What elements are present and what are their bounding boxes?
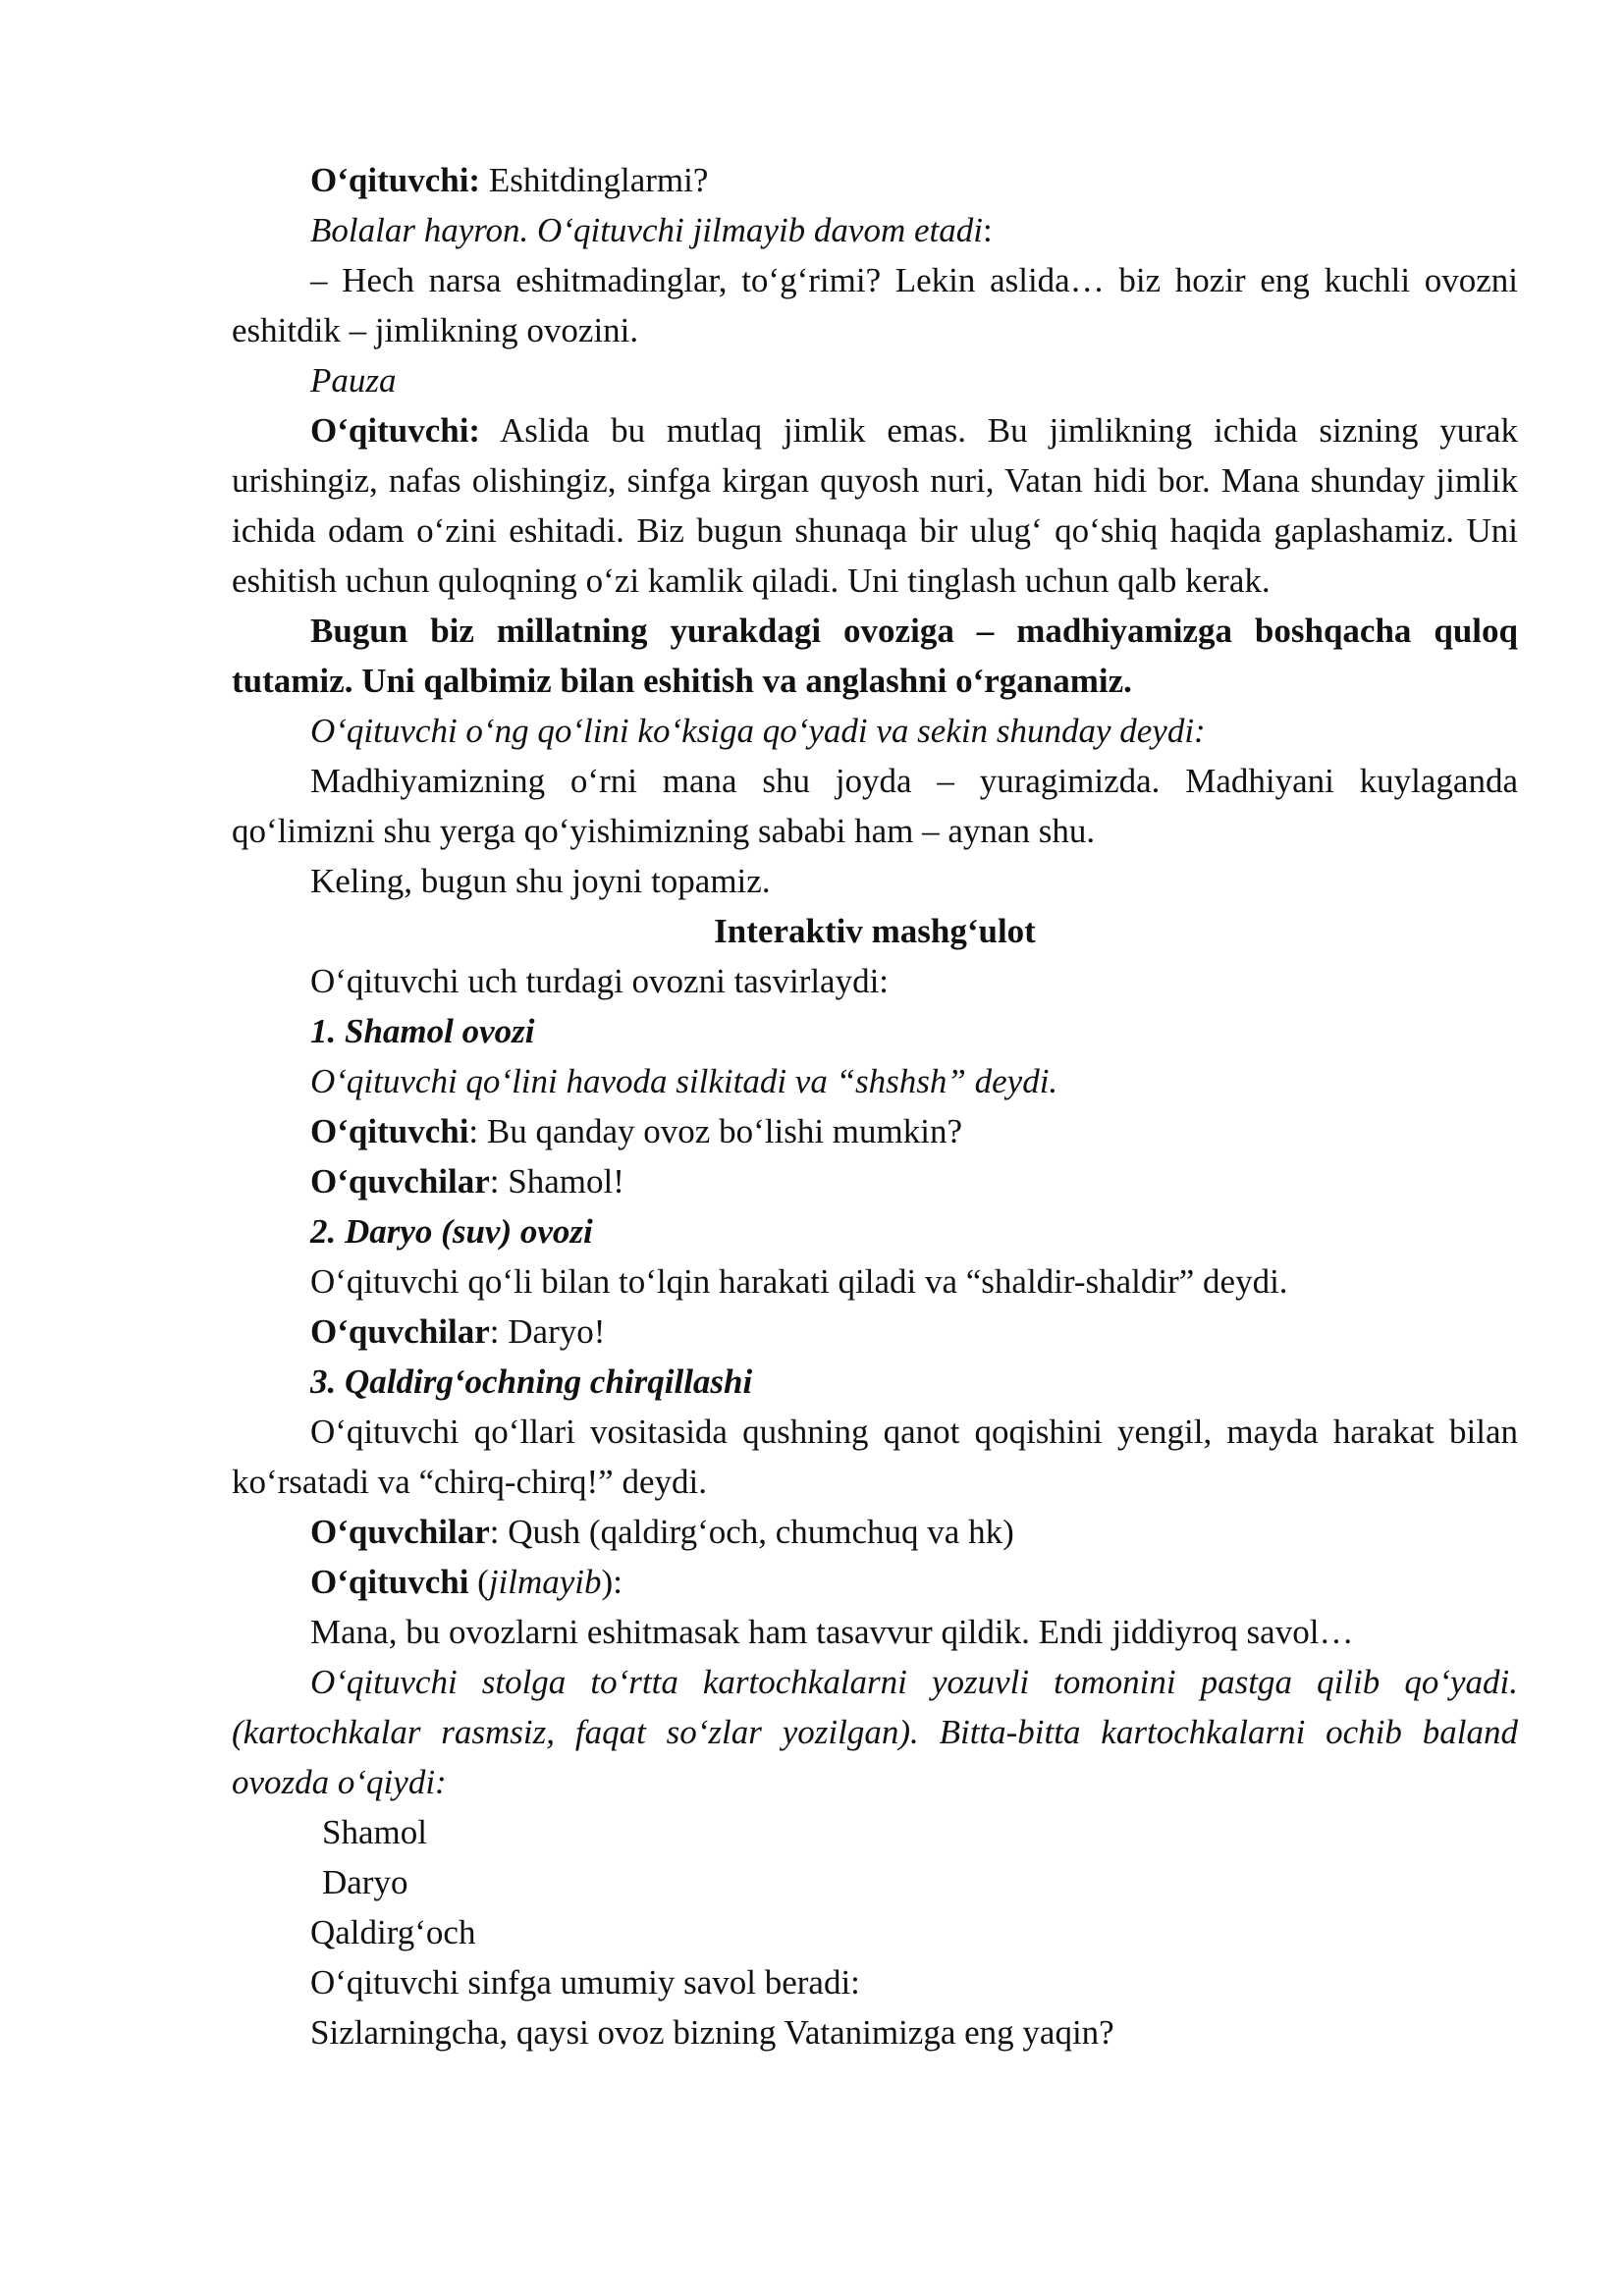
paren-open: (: [468, 1563, 489, 1601]
key-statement: Bugun biz millatning yurakdagi ovoziga – madhiyamizga boshqacha quloq tutamiz. Uni qalbimiz bilan eshitish va anglashni o‘rganamiz.: [232, 612, 1518, 700]
dialogue-line: [232, 1106, 1518, 1156]
card-word: Daryo: [322, 1863, 408, 1901]
body-line: O‘qituvchi sinfga umumiy savol beradi:: [310, 1963, 860, 2002]
dialogue-line: [232, 1156, 1518, 1206]
speaker-label: O‘quvchilar: [310, 1162, 490, 1201]
dialogue-paragraph: [232, 405, 1518, 606]
section-heading: Interaktiv mashg‘ulot: [714, 912, 1036, 950]
stage-direction: [232, 205, 1518, 255]
speaker-label: O‘qituvchi:: [310, 161, 481, 199]
stage-direction: O‘qituvchi o‘ng qo‘lini ko‘ksiga qo‘yadi va sekin shunday deydi:: [310, 712, 1206, 750]
dialogue-paragraph: Madhiyamizning o‘rni mana shu joyda – yuragimizda. Madhiyani kuylaganda qo‘limizni shu yerga qo‘yishimizning sababi ham – aynan shu.: [232, 762, 1518, 850]
stage-direction: O‘qituvchi qo‘lini havoda silkitadi va “shshsh” deydi.: [310, 1062, 1058, 1100]
list-item-heading: 2. Daryo (suv) ovozi: [310, 1212, 593, 1251]
speaker-label: O‘qituvchi: [310, 1112, 469, 1150]
card-word: Qaldirg‘och: [310, 1913, 476, 1951]
dialogue-text: : Bu qanday ovoz bo‘lishi mumkin?: [468, 1112, 962, 1150]
dialogue-text: : Qush (qaldirg‘och, chumchuq va hk): [489, 1513, 1014, 1551]
stage-direction: O‘qituvchi stolga to‘rtta kartochkalarni yozuvli tomonini pastga qilib qo‘yadi. (kartochkalar rasmsiz, faqat so‘zlar yozilgan). Bitta-bitta kartochkalarni ochib baland ovozda o‘qiydi:: [232, 1663, 1518, 1801]
body-paragraph: O‘qituvchi qo‘llari vositasida qushning qanot qoqishini yengil, mayda harakat bilan ko‘rsatadi va “chirq-chirq!” deydi.: [232, 1413, 1518, 1501]
dialogue-text: : Daryo!: [489, 1312, 606, 1351]
body-line: O‘qituvchi uch turdagi ovozni tasvirlaydi:: [310, 962, 890, 1000]
list-item-heading: 3. Qaldirg‘ochning chirqillashi: [310, 1362, 753, 1401]
speaker-label: O‘quvchilar: [310, 1513, 490, 1551]
list-item-heading: 1. Shamol ovozi: [310, 1012, 535, 1050]
dialogue-line: Keling, bugun shu joyni topamiz.: [310, 862, 771, 900]
speaker-label: O‘qituvchi: [310, 1563, 469, 1601]
dialogue-text: Eshitdinglarmi?: [480, 161, 709, 199]
paren-close: ):: [601, 1563, 623, 1601]
dialogue-line: Sizlarningcha, qaysi ovoz bizning Vatanimizga eng yaqin?: [310, 2013, 1114, 2052]
card-word: Shamol: [322, 1813, 427, 1851]
dialogue-text: : Shamol!: [489, 1162, 624, 1201]
dialogue-line: [232, 1557, 1518, 1607]
dialogue-line: [232, 155, 1518, 205]
dialogue-text: Aslida bu mutlaq jimlik emas. Bu jimlikning ichida sizning yurak urishingiz, nafas olishingiz, sinfga kirgan quyosh nuri, Vatan hidi bor. Mana shunday jimlik ichida odam o‘zini eshitadi. Biz bugun shunaqa bir ulug‘ qo‘shiq haqida gaplashamiz. Uni eshitish uchun quloqning o‘zi kamlik qiladi. Uni tinglash uchun qalb kerak.: [232, 411, 1518, 600]
speaker-label: O‘qituvchi:: [310, 411, 481, 450]
stage-direction-inline: jilmayib: [488, 1563, 602, 1601]
dialogue-paragraph: – Hech narsa eshitmadinglar, to‘g‘rimi? Lekin aslida… biz hozir eng kuchli ovozni eshitdik – jimlikning ovozini.: [232, 261, 1518, 349]
dialogue-line: [232, 1307, 1518, 1357]
dialogue-line: Mana, bu ovozlarni eshitmasak ham tasavvur qildik. Endi jiddiyroq savol…: [310, 1613, 1354, 1651]
stage-direction: Pauza: [310, 361, 397, 400]
stage-direction-colon: :: [982, 211, 993, 249]
document-body: [232, 155, 1518, 2057]
body-line: O‘qituvchi qo‘li bilan to‘lqin harakati qiladi va “shaldir-shaldir” deydi.: [310, 1262, 1288, 1301]
stage-direction-text: Bolalar hayron. O‘qituvchi jilmayib davom etadi: [310, 211, 983, 249]
dialogue-line: [232, 1507, 1518, 1557]
speaker-label: O‘quvchilar: [310, 1312, 490, 1351]
